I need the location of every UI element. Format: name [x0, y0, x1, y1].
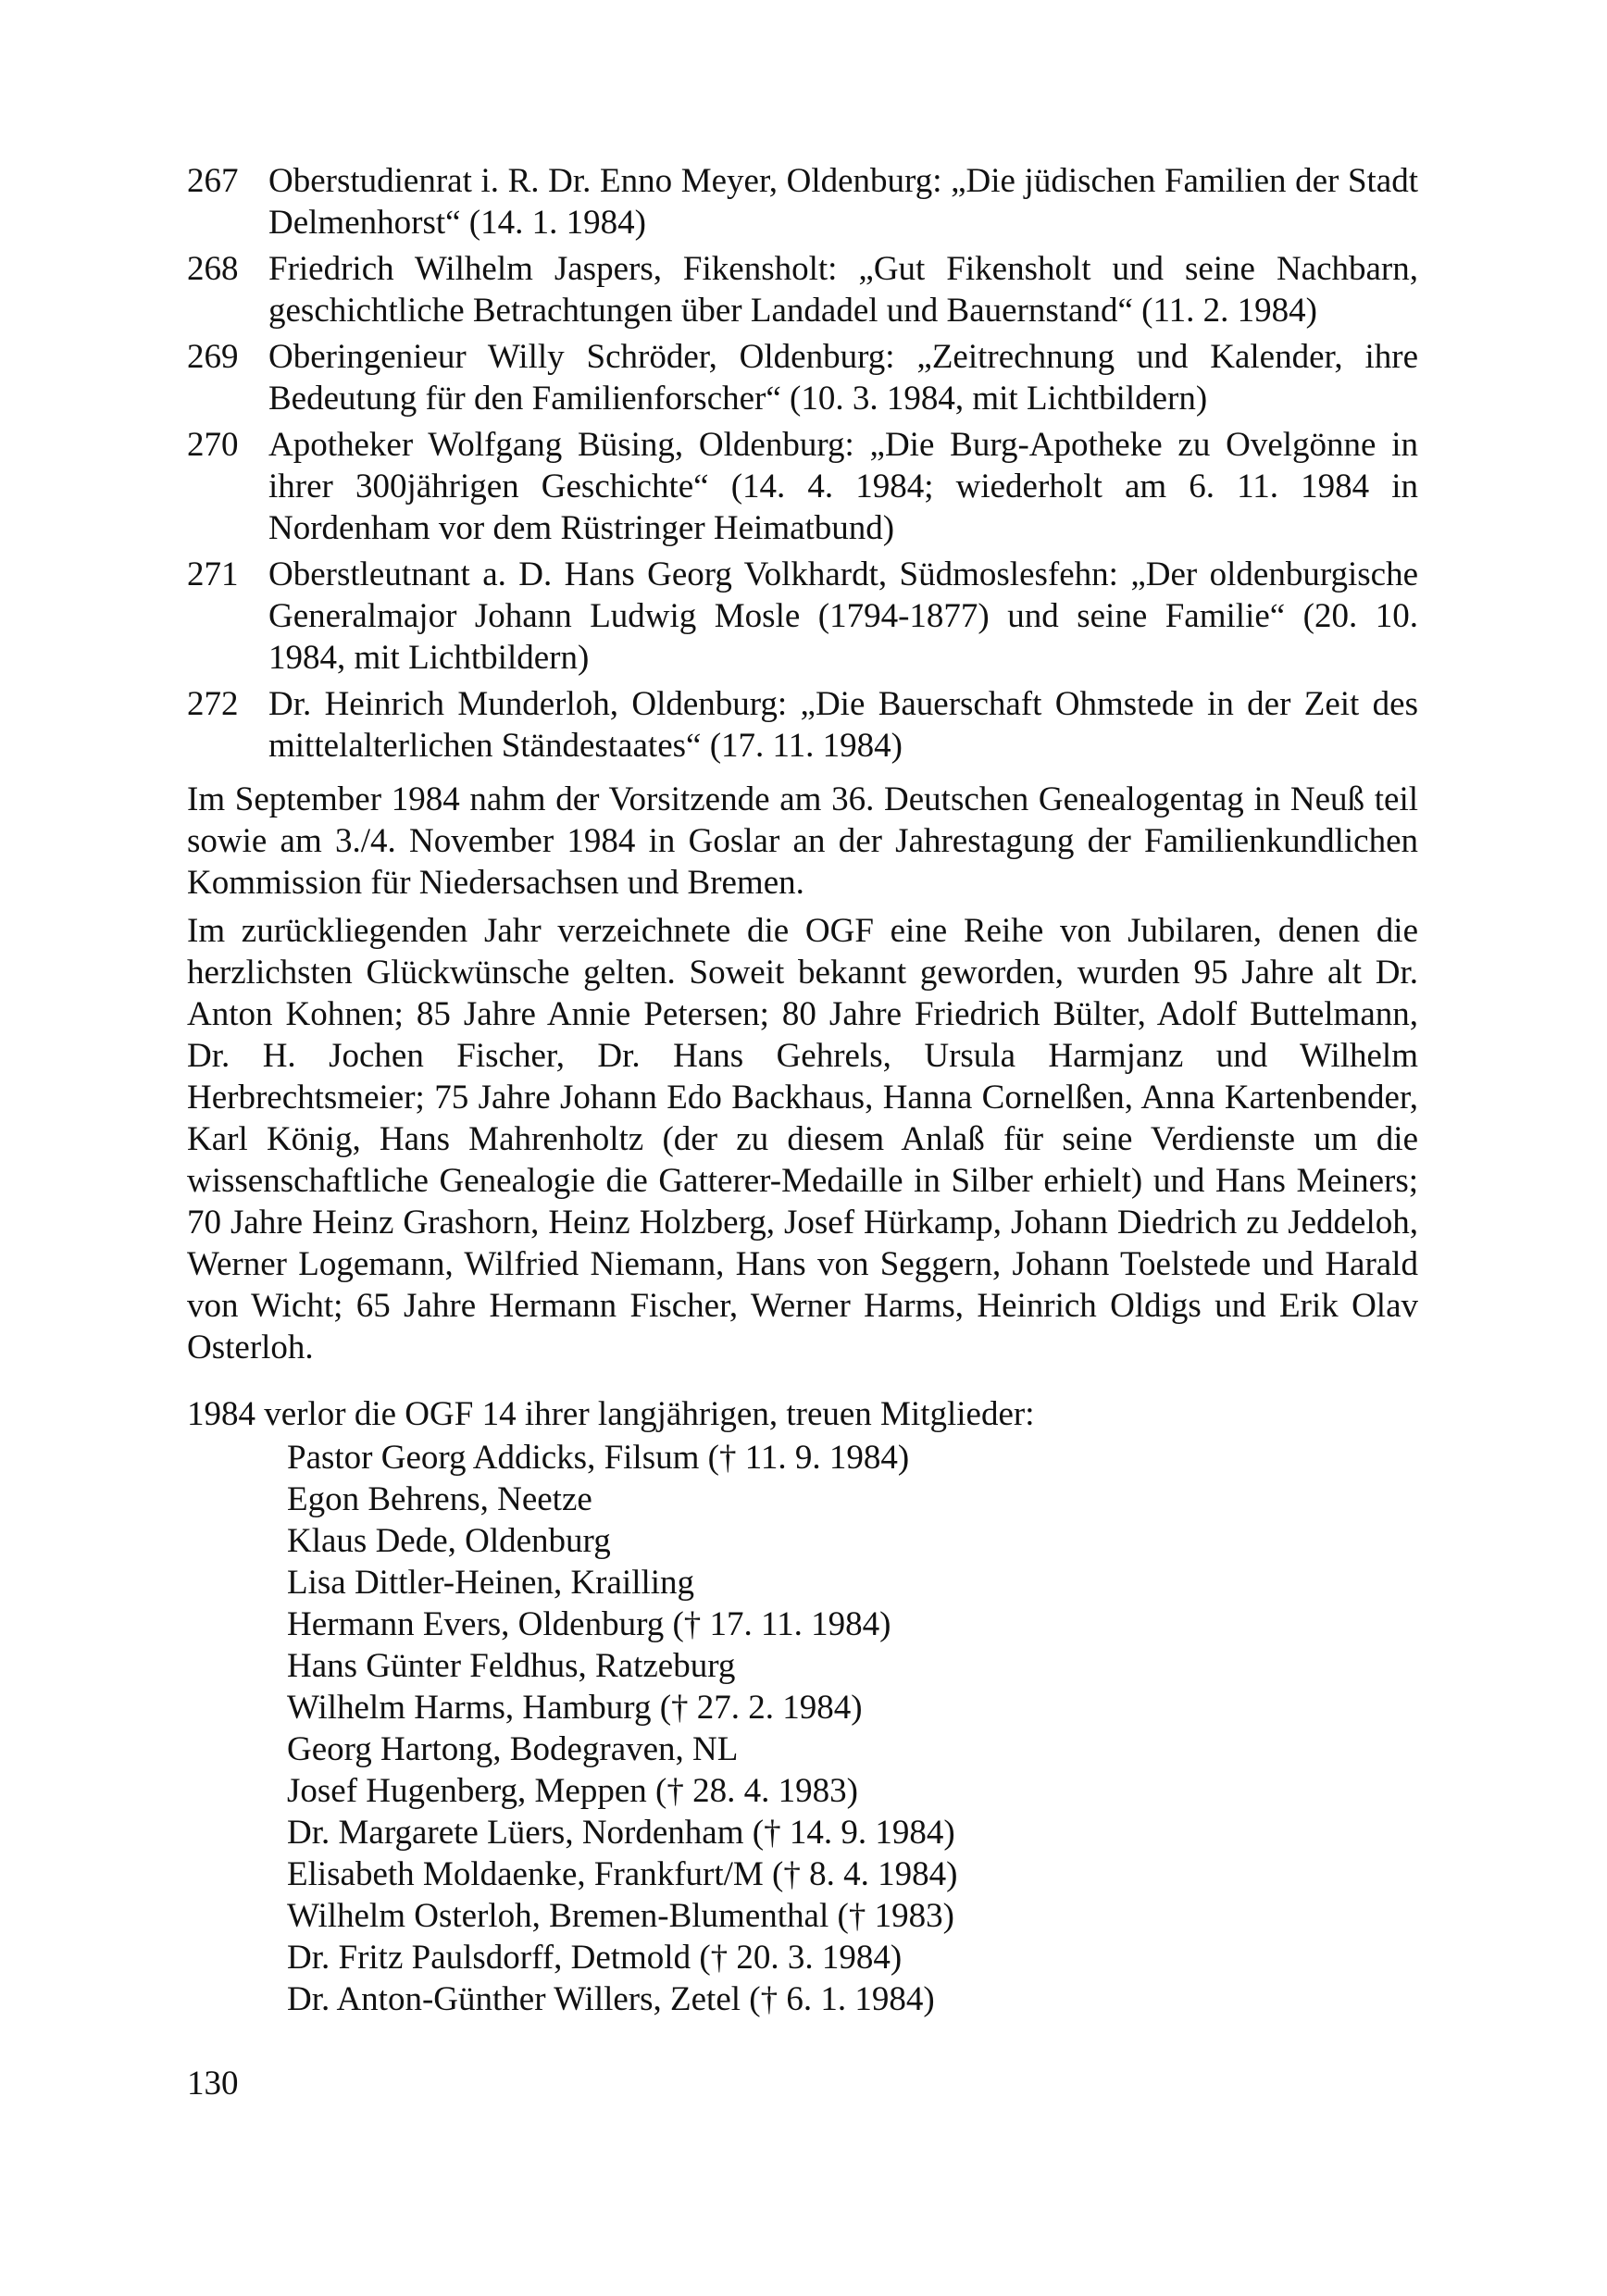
page-number: 130: [187, 2065, 239, 2103]
lecture-item: [187, 336, 1418, 419]
lecture-item: [187, 683, 1418, 767]
deceased-members-list: [287, 1437, 1305, 2020]
jubilarians-paragraph: Im zurückliegenden Jahr verzeichnete die OGF eine Reihe von Jubilaren, denen die herzlichsten Glückwünsche gelten. Soweit bekannt geworden, wurden 95 Jahre alt Dr. Anton Kohnen; 85 Jahre Annie Petersen; 80 Jahre Friedrich Bülter, Adolf Buttelmann, Dr. H. Jochen Fischer, Dr. Hans Gehrels, Ursula Harmjanz und Wilhelm Herbrechtsmeier; 75 Jahre Johann Edo Backhaus, Hanna Cornelßen, Anna Kartenbender, Karl König, Hans Mahrenholtz (der zu diesem Anlaß für seine Verdienste um die wissenschaftliche Genealogie die Gatterer-Medaille in Silber erhielt) und Hans Meiners; 70 Jahre Heinz Grashorn, Heinz Holzberg, Josef Hürkamp, Johann Diedrich zu Jeddeloh, Werner Logemann, Wilfried Niemann, Hans von Seggern, Johann Toelstede und Harald von Wicht; 65 Jahre Hermann Fischer, Werner Harms, Heinrich Oldigs und Erik Olav Osterloh.: [187, 912, 1418, 1366]
lecture-text: Oberstleutnant a. D. Hans Georg Volkhardt, Südmoslesfehn: „Der oldenburgische Generalmajor Johann Ludwig Mosle (1794-1877) und seine Familie“ (20. 10. 1984, mit Lichtbildern): [268, 555, 1418, 677]
list-item: Dr. Fritz Paulsdorff, Detmold († 20. 3. 1984): [287, 1939, 903, 1977]
lecture-item: [187, 248, 1418, 331]
lecture-number: 271: [187, 555, 239, 593]
list-item: Lisa Dittler-Heinen, Krailling: [287, 1564, 695, 1602]
list-item: Egon Behrens, Neetze: [287, 1480, 592, 1518]
lecture-item: [187, 424, 1418, 549]
lecture-list: [187, 160, 1418, 771]
genealogy-conference-paragraph: Im September 1984 nahm der Vorsitzende am 36. Deutschen Genealogentag in Neuß teil sowie am 3./4. November 1984 in Goslar an der Jahrestagung der Familienkundlichen Kommission für Niedersachsen und Bremen.: [187, 780, 1418, 902]
lecture-text: Apotheker Wolfgang Büsing, Oldenburg: „Die Burg-Apotheke zu Ovelgönne in ihrer 300jährigen Geschichte“ (14. 4. 1984; wiederholt am 6. 11. 1984 in Nordenham vor dem Rüstringer Heimatbund): [268, 426, 1418, 547]
lecture-number: 267: [187, 162, 239, 200]
list-item: Hans Günter Feldhus, Ratzeburg: [287, 1647, 736, 1685]
deceased-intro-paragraph: 1984 verlor die OGF 14 ihrer langjährigen, treuen Mitglieder:: [187, 1395, 1035, 1433]
lecture-text: Oberstudienrat i. R. Dr. Enno Meyer, Oldenburg: „Die jüdischen Familien der Stadt Delmenhorst“ (14. 1. 1984): [268, 162, 1418, 242]
list-item: Georg Hartong, Bodegraven, NL: [287, 1730, 739, 1768]
list-item: Wilhelm Osterloh, Bremen-Blumenthal († 1983): [287, 1897, 954, 1935]
lecture-item: [187, 554, 1418, 679]
lecture-item: [187, 160, 1418, 243]
lecture-text: Friedrich Wilhelm Jaspers, Fikensholt: „Gut Fikensholt und seine Nachbarn, geschichtliche Betrachtungen über Landadel und Bauernstand“ (11. 2. 1984): [268, 250, 1418, 330]
list-item: Dr. Margarete Lüers, Nordenham († 14. 9. 1984): [287, 1814, 955, 1852]
list-item: Josef Hugenberg, Meppen († 28. 4. 1983): [287, 1772, 858, 1810]
lecture-number: 270: [187, 426, 239, 464]
list-item: Pastor Georg Addicks, Filsum († 11. 9. 1984): [287, 1439, 910, 1477]
lecture-text: Dr. Heinrich Munderloh, Oldenburg: „Die Bauerschaft Ohmstede in der Zeit des mittelalterlichen Ständestaates“ (17. 11. 1984): [268, 685, 1418, 765]
list-item: Dr. Anton-Günther Willers, Zetel († 6. 1. 1984): [287, 1980, 935, 2018]
lecture-text: Oberingenieur Willy Schröder, Oldenburg: „Zeitrechnung und Kalender, ihre Bedeutung für den Familienforscher“ (10. 3. 1984, mit Lichtbildern): [268, 338, 1418, 418]
lecture-number: 272: [187, 685, 239, 723]
list-item: Elisabeth Moldaenke, Frankfurt/M († 8. 4. 1984): [287, 1855, 958, 1893]
list-item: Hermann Evers, Oldenburg († 17. 11. 1984): [287, 1605, 891, 1643]
list-item: Wilhelm Harms, Hamburg († 27. 2. 1984): [287, 1689, 863, 1727]
lecture-number: 269: [187, 338, 239, 376]
list-item: Klaus Dede, Oldenburg: [287, 1522, 611, 1560]
lecture-number: 268: [187, 250, 239, 288]
